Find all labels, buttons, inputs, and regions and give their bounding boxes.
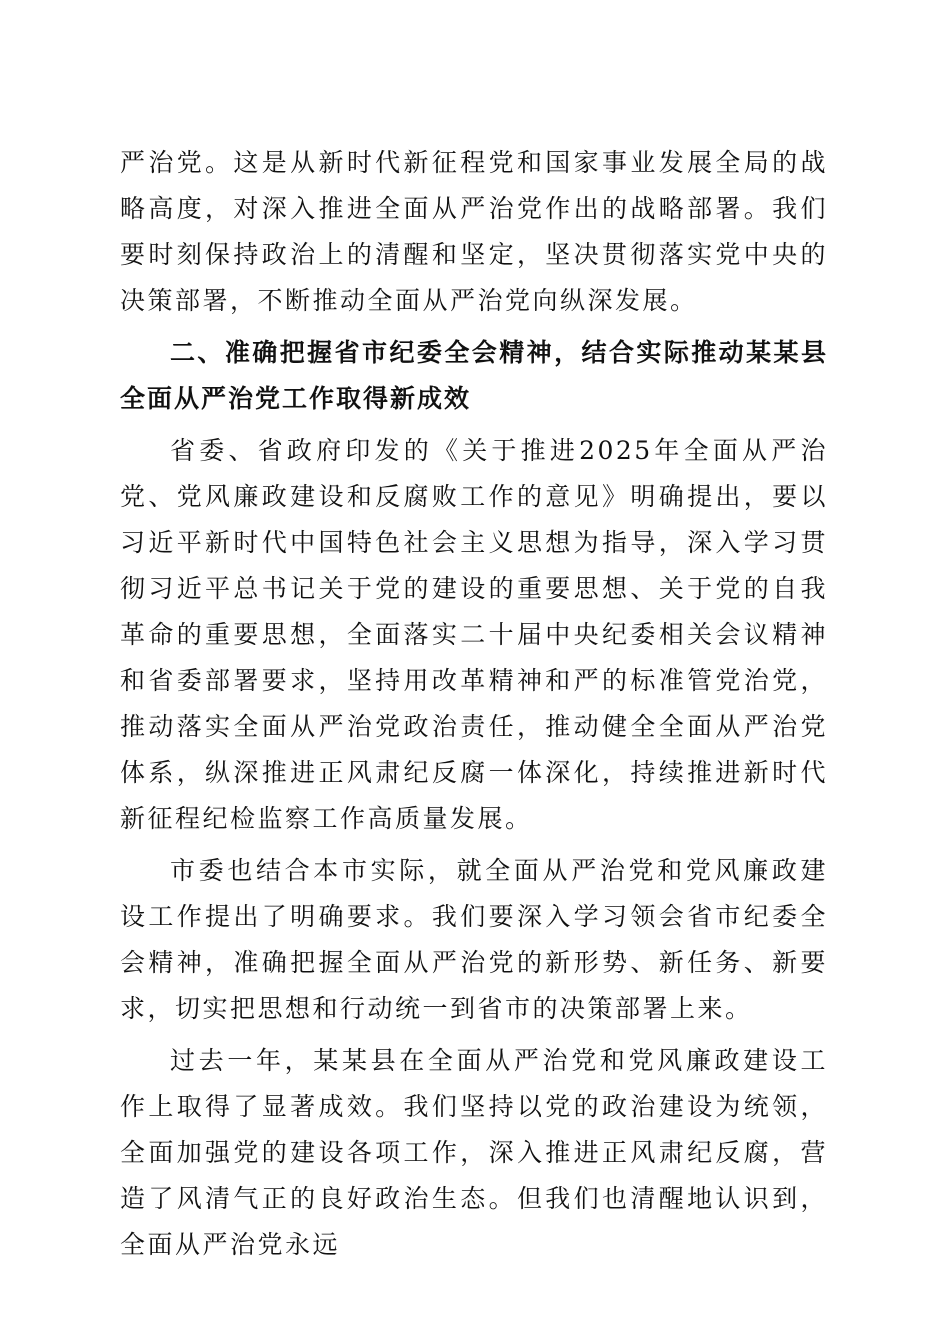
paragraph: 市委也结合本市实际，就全面从严治党和党风廉政建设工作提出了明确要求。我们要深入学习领会省市纪委全会精神，准确把握全面从严治党的新形势、新任务、新要求，切实把思想和行动统一到省市的决策部署上来。 — [120, 856, 828, 1023]
section-heading: 二、准确把握省市纪委全会精神，结合实际推动某某县全面从严治党工作取得新成效 — [120, 338, 828, 413]
continued-paragraph: 严治党。这是从新时代新征程党和国家事业发展全局的战略高度，对深入推进全面从严治党作出的战略部署。我们要时刻保持政治上的清醒和坚定，坚决贯彻落实党中央的决策部署，不断推动全面从严治党向纵深发展。 — [120, 148, 828, 315]
paragraph: 过去一年，某某县在全面从严治党和党风廉政建设工作上取得了显著成效。我们坚持以党的政治建设为统领，全面加强党的建设各项工作，深入推进正风肃纪反腐，营造了风清气正的良好政治生态。但我们也清醒地认识到，全面从严治党永远 — [120, 1046, 828, 1259]
document-body — [120, 140, 828, 1274]
paragraph: 省委、省政府印发的《关于推进2025年全面从严治党、党风廉政建设和反腐败工作的意见》明确提出，要以习近平新时代中国特色社会主义思想为指导，深入学习贯彻习近平总书记关于党的建设的重要思想、关于党的自我革命的重要思想，全面落实二十届中央纪委相关会议精神和省委部署要求，坚持用改革精神和严的标准管党治党，推动落实全面从严治党政治责任，推动健全全面从严治党体系，纵深推进正风肃纪反腐一体深化，持续推进新时代新征程纪检监察工作高质量发展。 — [120, 436, 828, 833]
